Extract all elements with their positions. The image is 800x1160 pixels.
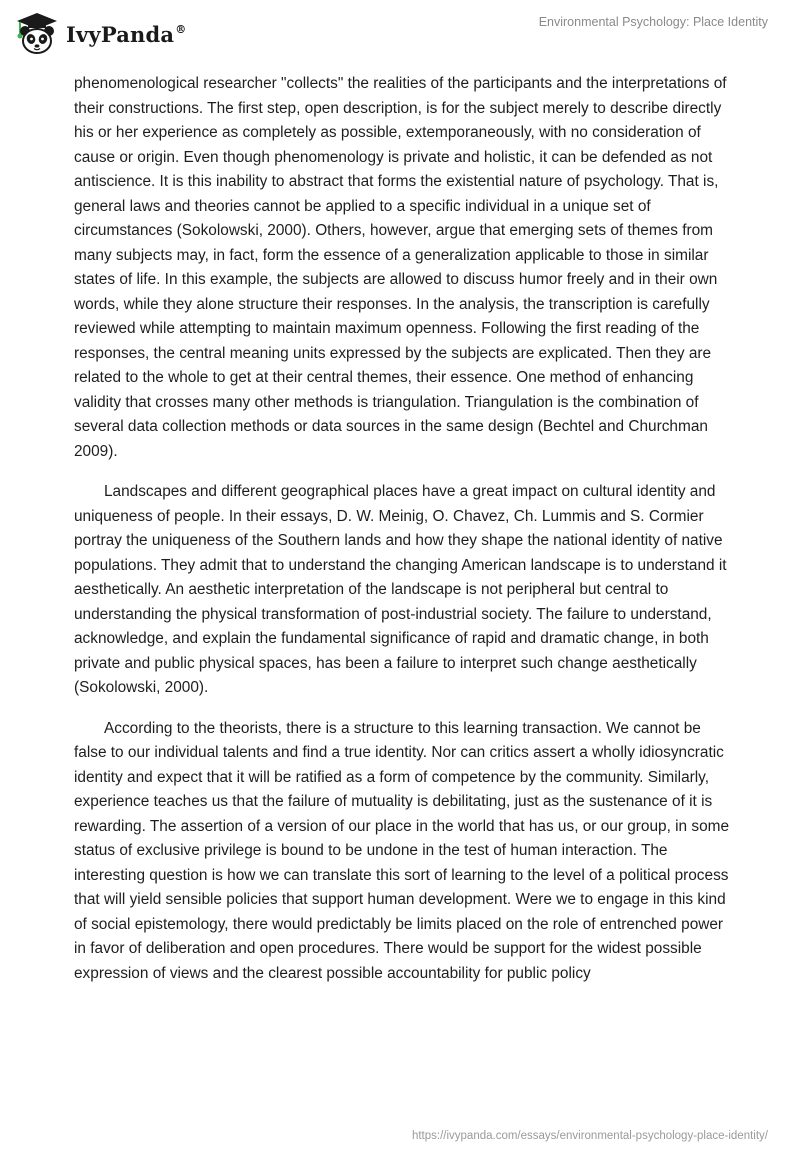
paragraph-3: According to the theorists, there is a structure to this learning transaction. We cannot be false to our individual talents and find a true identity. Nor can critics assert a wholly idiosyncratic identity and expect that it will be ratified as a form of competence by the community. Similarly, experience teaches us that the failure of mutuality is debilitating, just as the sustenance of it is rewarding. The assertion of a version of our place in the world that has us, or our group, in some status of exclusive privilege is bound to be undone in the test of human interaction. The interesting question is how we can translate this sort of learning to the level of a political process that will yield sensible policies that support human development. Were we to engage in this kind of social epistemology, there would predictably be limits placed on the role of entrenched power in favor of deliberation and open procedures. There would be support for the widest possible expression of views and the clearest possible accountability for public policy — [74, 719, 730, 982]
ivypanda-logo[interactable] — [14, 10, 186, 56]
page-header — [0, 0, 800, 60]
panda-graduate-logo-icon — [14, 10, 60, 56]
paragraph-2: Landscapes and different geographical places have a great impact on cultural identity and uniqueness of people. In their essays, D. W. Meinig, O. Chavez, Ch. Lummis and S. Cormier portray the uniqueness of the Southern lands and how they shape the national identity of native populations. They admit that to understand the changing American landscape is to understand it aesthetically. An aesthetic interpretation of the landscape is not peripheral but central to understanding the physical transformation of post-industrial society. The failure to understand, acknowledge, and explain the fundamental significance of rapid and dramatic change, in both private and public physical spaces, has been a failure to interpret such change aesthetically (Sokolowski, 2000). — [74, 483, 727, 696]
brand-name: IvyPanda® — [66, 21, 187, 47]
document-title: Environmental Psychology: Place Identity — [538, 15, 768, 29]
paragraph-1: phenomenological researcher "collects" the realities of the participants and the interpretations of their constructions. The first step, open description, is for the subject merely to describe directly his or her experience as completely as possible, extemporaneously, with no consideration of cause or origin. Even though phenomenology is private and holistic, it can be defended as not antiscience. It is this inability to abstract that forms the existential nature of psychology. That is, general laws and theories cannot be applied to a specific individual in a unique set of circumstances (Sokolowski, 2000). Others, however, argue that emerging sets of themes from many subjects may, in fact, form the essence of a generalization applicable to those in similar states of life. In this example, the subjects are allowed to discuss humor freely and in their own words, while they alone structure their responses. In the analysis, the transcription is carefully reviewed while attempting to maintain maximum openness. Following the first reading of the responses, the central meaning units expressed by the subjects are explicated. Then they are related to the whole to get at their central themes, their essence. One method of enhancing validity that crosses many other methods is triangulation. Triangulation is the combination of several data collection methods or data sources in the same design (Bechtel and Churchman 2009). — [74, 75, 727, 460]
registered-mark: ® — [175, 22, 187, 36]
essay-body — [74, 72, 734, 1002]
source-url[interactable]: https://ivypanda.com/essays/environmental-psychology-place-identity/ — [411, 1130, 768, 1142]
